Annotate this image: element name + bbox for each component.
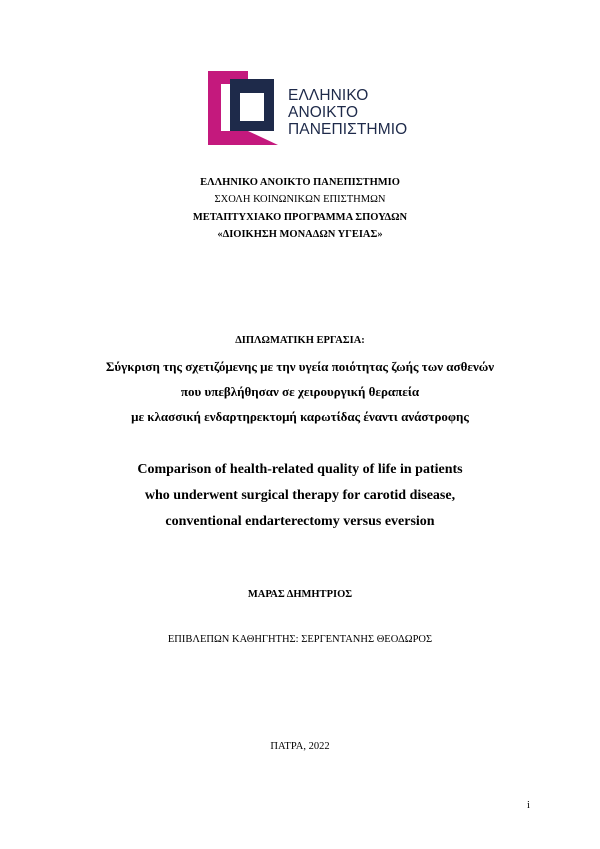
thesis-title-gr-line-3: με κλασσική ενδαρτηρεκτομή καρωτίδας έναντι ανάστροφης: [131, 409, 469, 424]
thesis-title-en-line-1: Comparison of health-related quality of life in patients: [137, 462, 463, 477]
thesis-title-en-line-2: who underwent surgical therapy for carotid disease,: [144, 488, 456, 503]
university-name: ΕΛΛΗΝΙΚΟ ΑΝΟΙΚΤΟ ΠΑΝΕΠΙΣΤΗΜΙΟ: [200, 177, 400, 188]
thesis-title-gr-line-2: που υπεβλήθησαν σε χειρουργική θεραπεία: [180, 384, 420, 399]
logo-line: ΠΑΝΕΠΙΣΤΗΜΙΟ: [288, 121, 408, 138]
logo-line: ΕΛΛΗΝΙΚΟ: [288, 87, 369, 104]
program-type: ΜΕΤΑΠΤΥΧΙΑΚΟ ΠΡΟΓΡΑΜΜΑ ΣΠΟΥΔΩΝ: [192, 212, 408, 223]
logo-mark-icon: [208, 71, 282, 145]
program-name: «ΔΙΟΙΚΗΣΗ ΜΟΝΑΔΩΝ ΥΓΕΙΑΣ»: [217, 229, 383, 240]
place-date: ΠΑΤΡΑ, 2022: [270, 741, 330, 752]
thesis-title-gr-line-1: Σύγκριση της σχετιζόμενης με την υγεία ποιότητας ζωής των ασθενών: [105, 359, 495, 374]
university-logo: [208, 71, 408, 145]
thesis-label: ΔΙΠΛΩΜΑΤΙΚΗ ΕΡΓΑΣΙΑ:: [235, 335, 365, 346]
author-name: ΜΑΡΑΣ ΔΗΜΗΤΡΙΟΣ: [247, 589, 353, 600]
thesis-title-en-line-3: conventional endarterectomy versus eversion: [165, 514, 435, 529]
supervisor: ΕΠΙΒΛΕΠΩΝ ΚΑΘΗΓΗΤΗΣ: ΣΕΡΓΕΝΤΑΝΗΣ ΘΕΟΔΩΡΟΣ: [167, 634, 433, 645]
logo-wordmark: [288, 87, 407, 138]
school-name: ΣΧΟΛΗ ΚΟΙΝΩΝΙΚΩΝ ΕΠΙΣΤΗΜΩΝ: [214, 194, 386, 205]
logo-line: ΑΝΟΙΚΤΟ: [288, 104, 359, 121]
page-number: i: [527, 800, 530, 811]
